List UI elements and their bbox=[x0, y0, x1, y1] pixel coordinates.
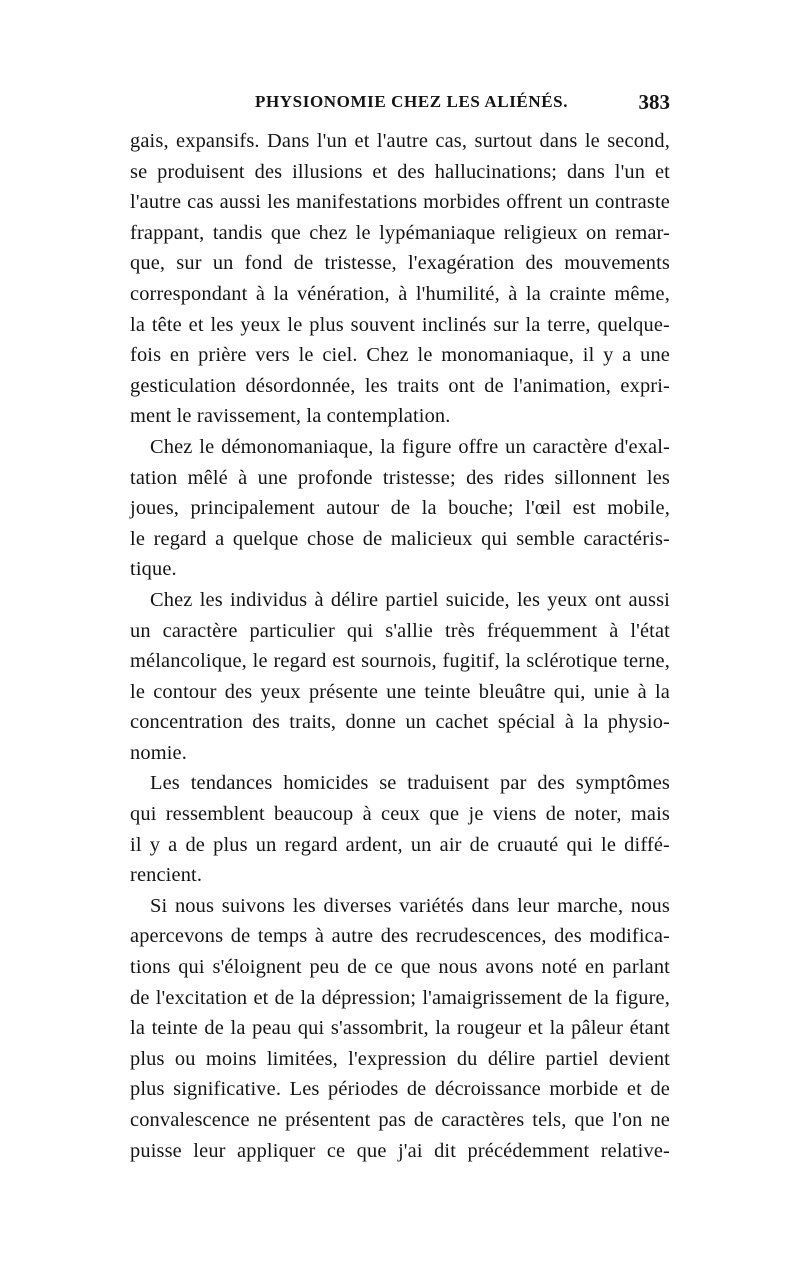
text-line: Chez le démonomaniaque, la figure offre un caractère d'exal- bbox=[150, 435, 670, 458]
body-text bbox=[130, 126, 670, 1166]
text-line: plus ou moins limitées, l'expression du délire partiel devient bbox=[130, 1047, 670, 1070]
text-line: frappant, tandis que chez le lypémaniaque religieux on remar- bbox=[130, 221, 670, 244]
running-title: PHYSIONOMIE CHEZ LES ALIÉNÉS. bbox=[255, 92, 569, 111]
text-line: plus significative. Les périodes de décroissance morbide et de bbox=[130, 1078, 670, 1101]
text-line: gais, expansifs. Dans l'un et l'autre cas, surtout dans le second, bbox=[130, 130, 670, 152]
text-line: le regard a quelque chose de malicieux qui semble caractéris- bbox=[130, 527, 670, 550]
text-line: il y a de plus un regard ardent, un air de cruauté qui le diffé- bbox=[130, 833, 670, 856]
text-line: la teinte de la peau qui s'assombrit, la rougeur et la pâleur étant bbox=[130, 1017, 670, 1040]
text-line: Les tendances homicides se traduisent par des symptômes bbox=[150, 772, 670, 795]
page-number: 383 bbox=[638, 90, 670, 114]
text-line: gesticulation désordonnée, les traits ont de l'animation, expri- bbox=[130, 374, 670, 397]
paragraph bbox=[130, 891, 670, 1166]
text-line: nomie. bbox=[130, 741, 187, 764]
text-line: concentration des traits, donne un cachet spécial à la physio- bbox=[130, 711, 670, 734]
text-line: convalescence ne présentent pas de caractères tels, que l'on ne bbox=[130, 1109, 670, 1131]
text-line: de l'excitation et de la dépression; l'amaigrissement de la figure, bbox=[130, 986, 670, 1009]
text-line: tation mêlé à une profonde tristesse; des rides sillonnent les bbox=[130, 466, 670, 489]
text-line: tions qui s'éloignent peu de ce que nous avons noté en parlant bbox=[130, 956, 670, 979]
text-line: qui ressemblent beaucoup à ceux que je viens de noter, mais bbox=[130, 803, 670, 826]
text-line: tique. bbox=[130, 558, 177, 581]
running-head bbox=[120, 92, 672, 120]
text-line: joues, principalement autour de la bouche; l'œil est mobile, bbox=[130, 497, 670, 520]
text-line: le contour des yeux présente une teinte bleuâtre qui, unie à la bbox=[130, 680, 670, 703]
text-line: puisse leur appliquer ce que j'ai dit précédemment relative- bbox=[130, 1139, 670, 1162]
text-line: un caractère particulier qui s'allie très fréquemment à l'état bbox=[130, 619, 670, 642]
text-line: mélancolique, le regard est sournois, fugitif, la sclérotique terne, bbox=[130, 650, 670, 673]
text-line: correspondant à la vénération, à l'humilité, à la crainte même, bbox=[130, 282, 670, 305]
text-line: fois en prière vers le ciel. Chez le monomaniaque, il y a une bbox=[130, 344, 670, 367]
text-line: la tête et les yeux le plus souvent inclinés sur la terre, quelque- bbox=[130, 313, 670, 336]
paragraph bbox=[130, 126, 670, 432]
paragraph bbox=[130, 432, 670, 585]
text-line: l'autre cas aussi les manifestations morbides offrent un contraste bbox=[130, 191, 670, 214]
text-line: se produisent des illusions et des hallucinations; dans l'un et bbox=[130, 160, 670, 183]
text-line: ment le ravissement, la contemplation. bbox=[130, 405, 451, 428]
text-line: Chez les individus à délire partiel suicide, les yeux ont aussi bbox=[150, 588, 670, 611]
text-line: Si nous suivons les diverses variétés dans leur marche, nous bbox=[150, 894, 670, 917]
paragraph bbox=[130, 585, 670, 769]
paragraph bbox=[130, 768, 670, 890]
text-line: que, sur un fond de tristesse, l'exagération des mouvements bbox=[130, 252, 670, 275]
text-line: apercevons de temps à autre des recrudescences, des modifica- bbox=[130, 925, 670, 948]
text-line: rencient. bbox=[130, 864, 203, 887]
